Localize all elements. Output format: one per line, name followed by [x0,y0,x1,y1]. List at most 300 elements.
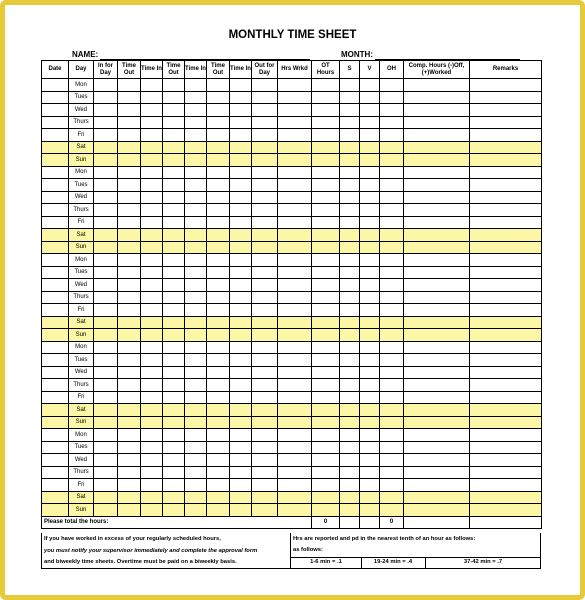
entry-cell[interactable] [404,79,470,92]
entry-cell[interactable] [252,116,278,129]
entry-cell[interactable] [141,216,163,229]
entry-cell[interactable] [230,204,252,217]
entry-cell[interactable] [118,466,141,479]
entry-cell[interactable] [252,416,278,429]
entry-cell[interactable] [312,154,340,167]
entry-cell[interactable] [185,104,207,117]
entry-cell[interactable] [312,316,340,329]
entry-cell[interactable] [118,91,141,104]
entry-cell[interactable] [230,141,252,154]
entry-cell[interactable] [360,329,380,342]
date-cell[interactable] [42,479,69,492]
entry-cell[interactable] [207,141,230,154]
entry-cell[interactable] [278,91,312,104]
entry-cell[interactable] [163,216,185,229]
entry-cell[interactable] [94,154,118,167]
entry-cell[interactable] [185,466,207,479]
entry-cell[interactable] [185,491,207,504]
entry-cell[interactable] [470,216,542,229]
entry-cell[interactable] [340,354,360,367]
entry-cell[interactable] [185,116,207,129]
entry-cell[interactable] [230,316,252,329]
entry-cell[interactable] [207,316,230,329]
entry-cell[interactable] [163,154,185,167]
entry-cell[interactable] [163,479,185,492]
entry-cell[interactable] [312,429,340,442]
entry-cell[interactable] [470,104,542,117]
entry-cell[interactable] [312,354,340,367]
entry-cell[interactable] [163,179,185,192]
entry-cell[interactable] [118,429,141,442]
entry-cell[interactable] [404,179,470,192]
entry-cell[interactable] [207,204,230,217]
entry-cell[interactable] [118,341,141,354]
entry-cell[interactable] [230,341,252,354]
entry-cell[interactable] [94,179,118,192]
entry-cell[interactable] [118,129,141,142]
entry-cell[interactable] [278,279,312,292]
entry-cell[interactable] [252,216,278,229]
entry-cell[interactable] [94,316,118,329]
entry-cell[interactable] [340,466,360,479]
entry-cell[interactable] [380,491,404,504]
entry-cell[interactable] [360,441,380,454]
entry-cell[interactable] [380,241,404,254]
entry-cell[interactable] [252,79,278,92]
entry-cell[interactable] [141,429,163,442]
entry-cell[interactable] [94,379,118,392]
date-cell[interactable] [42,266,69,279]
entry-cell[interactable] [141,454,163,467]
entry-cell[interactable] [278,266,312,279]
entry-cell[interactable] [252,391,278,404]
entry-cell[interactable] [312,191,340,204]
entry-cell[interactable] [312,329,340,342]
date-cell[interactable] [42,491,69,504]
date-cell[interactable] [42,179,69,192]
entry-cell[interactable] [470,391,542,404]
entry-cell[interactable] [470,379,542,392]
entry-cell[interactable] [312,479,340,492]
entry-cell[interactable] [141,329,163,342]
entry-cell[interactable] [278,316,312,329]
entry-cell[interactable] [94,279,118,292]
entry-cell[interactable] [94,166,118,179]
entry-cell[interactable] [380,154,404,167]
entry-cell[interactable] [141,491,163,504]
date-cell[interactable] [42,116,69,129]
entry-cell[interactable] [207,441,230,454]
entry-cell[interactable] [163,116,185,129]
entry-cell[interactable] [278,104,312,117]
entry-cell[interactable] [312,216,340,229]
entry-cell[interactable] [380,129,404,142]
entry-cell[interactable] [404,441,470,454]
entry-cell[interactable] [278,466,312,479]
entry-cell[interactable] [312,366,340,379]
entry-cell[interactable] [380,504,404,517]
entry-cell[interactable] [118,416,141,429]
entry-cell[interactable] [360,479,380,492]
entry-cell[interactable] [230,91,252,104]
entry-cell[interactable] [380,341,404,354]
entry-cell[interactable] [340,404,360,417]
entry-cell[interactable] [185,329,207,342]
entry-cell[interactable] [163,241,185,254]
date-cell[interactable] [42,354,69,367]
entry-cell[interactable] [380,79,404,92]
entry-cell[interactable] [118,204,141,217]
entry-cell[interactable] [360,466,380,479]
entry-cell[interactable] [230,329,252,342]
entry-cell[interactable] [94,191,118,204]
entry-cell[interactable] [360,241,380,254]
entry-cell[interactable] [141,79,163,92]
date-cell[interactable] [42,104,69,117]
entry-cell[interactable] [404,204,470,217]
entry-cell[interactable] [340,141,360,154]
entry-cell[interactable] [404,341,470,354]
entry-cell[interactable] [230,279,252,292]
entry-cell[interactable] [185,79,207,92]
entry-cell[interactable] [252,191,278,204]
date-cell[interactable] [42,279,69,292]
entry-cell[interactable] [470,504,542,517]
entry-cell[interactable] [380,166,404,179]
entry-cell[interactable] [252,329,278,342]
entry-cell[interactable] [230,241,252,254]
entry-cell[interactable] [185,316,207,329]
entry-cell[interactable] [470,91,542,104]
entry-cell[interactable] [340,229,360,242]
entry-cell[interactable] [163,441,185,454]
entry-cell[interactable] [118,379,141,392]
entry-cell[interactable] [252,491,278,504]
entry-cell[interactable] [207,179,230,192]
entry-cell[interactable] [470,229,542,242]
entry-cell[interactable] [360,266,380,279]
entry-cell[interactable] [230,266,252,279]
entry-cell[interactable] [118,404,141,417]
entry-cell[interactable] [380,116,404,129]
entry-cell[interactable] [312,141,340,154]
entry-cell[interactable] [252,104,278,117]
entry-cell[interactable] [94,116,118,129]
entry-cell[interactable] [207,166,230,179]
entry-cell[interactable] [207,91,230,104]
entry-cell[interactable] [141,191,163,204]
date-cell[interactable] [42,429,69,442]
date-cell[interactable] [42,241,69,254]
entry-cell[interactable] [94,254,118,267]
entry-cell[interactable] [340,129,360,142]
entry-cell[interactable] [278,304,312,317]
entry-cell[interactable] [94,304,118,317]
entry-cell[interactable] [185,204,207,217]
entry-cell[interactable] [312,491,340,504]
entry-cell[interactable] [360,379,380,392]
entry-cell[interactable] [380,454,404,467]
entry-cell[interactable] [340,166,360,179]
date-cell[interactable] [42,404,69,417]
entry-cell[interactable] [404,129,470,142]
entry-cell[interactable] [380,191,404,204]
entry-cell[interactable] [470,191,542,204]
entry-cell[interactable] [141,441,163,454]
entry-cell[interactable] [230,441,252,454]
entry-cell[interactable] [278,391,312,404]
entry-cell[interactable] [207,429,230,442]
entry-cell[interactable] [185,266,207,279]
entry-cell[interactable] [94,504,118,517]
entry-cell[interactable] [252,179,278,192]
date-cell[interactable] [42,129,69,142]
entry-cell[interactable] [230,304,252,317]
entry-cell[interactable] [470,291,542,304]
entry-cell[interactable] [470,416,542,429]
entry-cell[interactable] [470,166,542,179]
entry-cell[interactable] [380,204,404,217]
entry-cell[interactable] [230,416,252,429]
entry-cell[interactable] [207,79,230,92]
entry-cell[interactable] [230,479,252,492]
entry-cell[interactable] [340,241,360,254]
entry-cell[interactable] [230,116,252,129]
entry-cell[interactable] [163,204,185,217]
entry-cell[interactable] [118,441,141,454]
entry-cell[interactable] [185,179,207,192]
entry-cell[interactable] [118,191,141,204]
date-cell[interactable] [42,504,69,517]
entry-cell[interactable] [94,404,118,417]
entry-cell[interactable] [252,91,278,104]
entry-cell[interactable] [185,366,207,379]
entry-cell[interactable] [230,354,252,367]
entry-cell[interactable] [380,379,404,392]
entry-cell[interactable] [340,341,360,354]
entry-cell[interactable] [312,416,340,429]
entry-cell[interactable] [278,166,312,179]
entry-cell[interactable] [185,429,207,442]
entry-cell[interactable] [380,441,404,454]
entry-cell[interactable] [278,404,312,417]
entry-cell[interactable] [185,416,207,429]
date-cell[interactable] [42,466,69,479]
entry-cell[interactable] [230,291,252,304]
entry-cell[interactable] [230,254,252,267]
entry-cell[interactable] [360,229,380,242]
entry-cell[interactable] [94,366,118,379]
entry-cell[interactable] [230,454,252,467]
entry-cell[interactable] [278,241,312,254]
entry-cell[interactable] [312,441,340,454]
date-cell[interactable] [42,191,69,204]
entry-cell[interactable] [278,179,312,192]
entry-cell[interactable] [163,391,185,404]
entry-cell[interactable] [380,291,404,304]
entry-cell[interactable] [207,266,230,279]
entry-cell[interactable] [118,366,141,379]
entry-cell[interactable] [278,154,312,167]
entry-cell[interactable] [94,241,118,254]
entry-cell[interactable] [312,379,340,392]
entry-cell[interactable] [185,341,207,354]
entry-cell[interactable] [141,379,163,392]
entry-cell[interactable] [404,404,470,417]
entry-cell[interactable] [404,116,470,129]
entry-cell[interactable] [230,129,252,142]
entry-cell[interactable] [94,104,118,117]
entry-cell[interactable] [380,354,404,367]
entry-cell[interactable] [141,466,163,479]
entry-cell[interactable] [312,179,340,192]
entry-cell[interactable] [470,266,542,279]
entry-cell[interactable] [185,241,207,254]
entry-cell[interactable] [278,429,312,442]
entry-cell[interactable] [340,416,360,429]
entry-cell[interactable] [380,254,404,267]
entry-cell[interactable] [278,341,312,354]
entry-cell[interactable] [312,504,340,517]
entry-cell[interactable] [340,179,360,192]
entry-cell[interactable] [207,354,230,367]
entry-cell[interactable] [340,279,360,292]
entry-cell[interactable] [404,316,470,329]
entry-cell[interactable] [380,229,404,242]
entry-cell[interactable] [360,91,380,104]
entry-cell[interactable] [207,379,230,392]
entry-cell[interactable] [252,466,278,479]
entry-cell[interactable] [141,291,163,304]
entry-cell[interactable] [230,379,252,392]
date-cell[interactable] [42,229,69,242]
entry-cell[interactable] [207,329,230,342]
entry-cell[interactable] [141,504,163,517]
entry-cell[interactable] [404,279,470,292]
entry-cell[interactable] [278,416,312,429]
entry-cell[interactable] [404,354,470,367]
entry-cell[interactable] [360,341,380,354]
entry-cell[interactable] [312,391,340,404]
entry-cell[interactable] [404,429,470,442]
entry-cell[interactable] [312,104,340,117]
date-cell[interactable] [42,141,69,154]
entry-cell[interactable] [118,491,141,504]
entry-cell[interactable] [94,129,118,142]
entry-cell[interactable] [380,404,404,417]
entry-cell[interactable] [360,304,380,317]
date-cell[interactable] [42,79,69,92]
entry-cell[interactable] [252,304,278,317]
entry-cell[interactable] [252,441,278,454]
entry-cell[interactable] [312,304,340,317]
entry-cell[interactable] [360,429,380,442]
entry-cell[interactable] [380,316,404,329]
entry-cell[interactable] [278,379,312,392]
entry-cell[interactable] [252,366,278,379]
entry-cell[interactable] [252,429,278,442]
entry-cell[interactable] [360,404,380,417]
entry-cell[interactable] [470,129,542,142]
entry-cell[interactable] [230,216,252,229]
entry-cell[interactable] [141,341,163,354]
date-cell[interactable] [42,254,69,267]
entry-cell[interactable] [185,191,207,204]
entry-cell[interactable] [252,341,278,354]
entry-cell[interactable] [340,379,360,392]
entry-cell[interactable] [185,216,207,229]
entry-cell[interactable] [230,179,252,192]
entry-cell[interactable] [340,266,360,279]
entry-cell[interactable] [360,129,380,142]
entry-cell[interactable] [207,304,230,317]
entry-cell[interactable] [207,479,230,492]
entry-cell[interactable] [340,254,360,267]
entry-cell[interactable] [404,141,470,154]
entry-cell[interactable] [207,341,230,354]
entry-cell[interactable] [404,504,470,517]
entry-cell[interactable] [207,291,230,304]
entry-cell[interactable] [118,141,141,154]
entry-cell[interactable] [252,141,278,154]
date-cell[interactable] [42,416,69,429]
entry-cell[interactable] [404,191,470,204]
entry-cell[interactable] [185,454,207,467]
entry-cell[interactable] [185,504,207,517]
entry-cell[interactable] [470,179,542,192]
entry-cell[interactable] [312,279,340,292]
entry-cell[interactable] [312,129,340,142]
entry-cell[interactable] [278,116,312,129]
entry-cell[interactable] [94,429,118,442]
date-cell[interactable] [42,341,69,354]
entry-cell[interactable] [404,229,470,242]
entry-cell[interactable] [163,229,185,242]
entry-cell[interactable] [141,179,163,192]
entry-cell[interactable] [404,379,470,392]
entry-cell[interactable] [230,104,252,117]
entry-cell[interactable] [163,266,185,279]
entry-cell[interactable] [312,229,340,242]
date-cell[interactable] [42,454,69,467]
entry-cell[interactable] [94,229,118,242]
entry-cell[interactable] [404,154,470,167]
date-cell[interactable] [42,304,69,317]
entry-cell[interactable] [340,454,360,467]
entry-cell[interactable] [252,129,278,142]
entry-cell[interactable] [141,166,163,179]
entry-cell[interactable] [380,366,404,379]
entry-cell[interactable] [278,204,312,217]
entry-cell[interactable] [185,291,207,304]
entry-cell[interactable] [207,129,230,142]
entry-cell[interactable] [360,416,380,429]
entry-cell[interactable] [340,79,360,92]
entry-cell[interactable] [278,354,312,367]
entry-cell[interactable] [94,441,118,454]
date-cell[interactable] [42,204,69,217]
entry-cell[interactable] [470,429,542,442]
entry-cell[interactable] [380,266,404,279]
entry-cell[interactable] [252,316,278,329]
entry-cell[interactable] [207,366,230,379]
entry-cell[interactable] [470,441,542,454]
entry-cell[interactable] [340,104,360,117]
entry-cell[interactable] [470,354,542,367]
entry-cell[interactable] [118,316,141,329]
date-cell[interactable] [42,379,69,392]
entry-cell[interactable] [340,316,360,329]
